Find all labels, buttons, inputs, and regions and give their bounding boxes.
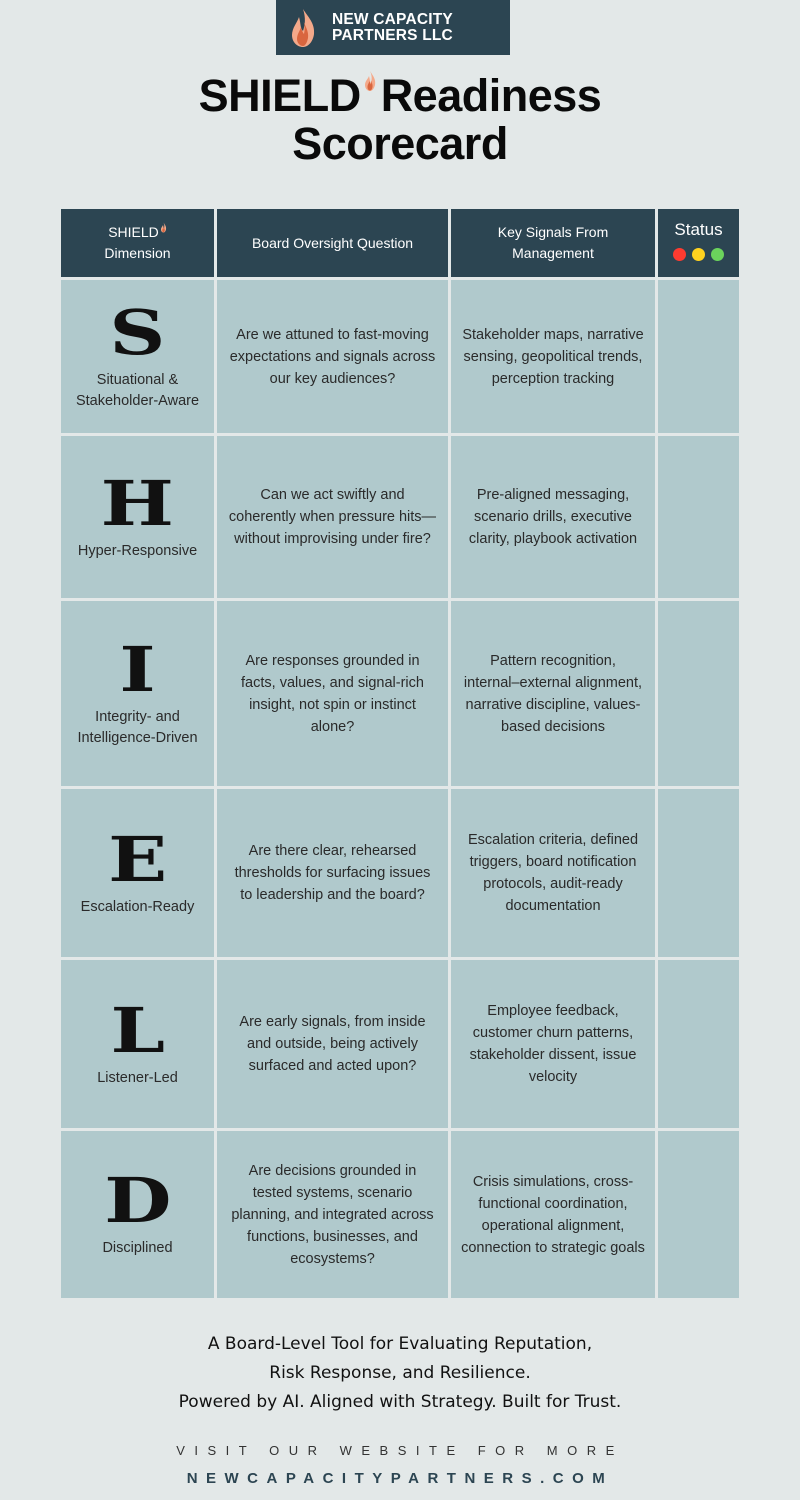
scorecard-table (61, 209, 739, 1301)
dimension-name-line2: Intelligence-Driven (77, 729, 198, 746)
dimension-letter: S (109, 295, 166, 369)
website-link[interactable]: NEWCAPACITYPARTNERS.COM (186, 1470, 614, 1487)
status-cell[interactable] (658, 789, 739, 957)
flame-superscript-icon (160, 222, 167, 233)
question-cell (217, 601, 448, 786)
status-cell[interactable] (658, 960, 739, 1128)
dimension-name (77, 707, 197, 749)
question-cell (217, 960, 448, 1128)
question-text: Can we act swiftly and coherently when pressure hits—without improvising under fire? (228, 487, 437, 547)
question-text: Are there clear, rehearsed thresholds for surfacing issues to leadership and the board? (234, 843, 431, 903)
green-status-dot-icon (711, 248, 724, 261)
dimension-name (78, 541, 197, 562)
title-line1 (0, 72, 800, 120)
dimension-name-line2: Stakeholder-Aware (75, 392, 200, 409)
header-signals-line2: Management (512, 245, 594, 261)
table-row (61, 1131, 739, 1298)
dimension-cell (61, 1131, 214, 1298)
signals-cell (451, 1131, 655, 1298)
title-readiness: Readiness (380, 70, 602, 121)
question-text: Are we attuned to fast-moving expectations and signals across our key audiences? (229, 326, 436, 387)
dimension-cell (61, 960, 214, 1128)
table-row (61, 280, 739, 433)
dimension-name-line1: Situational & (96, 371, 179, 388)
table-row (61, 960, 739, 1128)
dimension-name-line1: Escalation-Ready (80, 898, 195, 915)
question-cell (217, 1131, 448, 1298)
dimension-name (97, 1068, 178, 1089)
signals-text: Crisis simulations, cross-functional coordination, operational alignment, connection to strategic goals (461, 1173, 645, 1256)
signals-cell (451, 280, 655, 433)
tagline-line1: A Board-Level Tool for Evaluating Reputation, (207, 1334, 593, 1354)
header-question: Board Oversight Question (217, 209, 448, 277)
dimension-name-line1: Integrity- and (95, 708, 180, 725)
flame-superscript-icon (363, 70, 377, 92)
company-name-line2: PARTNERS LLC (332, 26, 453, 44)
dimension-name-line1: Hyper-Responsive (77, 542, 198, 559)
dimension-cell (61, 280, 214, 433)
question-cell (217, 280, 448, 433)
signals-text: Pre-aligned messaging, scenario drills, executive clarity, playbook activation (468, 487, 638, 547)
dimension-cell (61, 436, 214, 598)
dimension-letter: L (110, 993, 165, 1067)
dimension-letter: H (100, 466, 175, 540)
signals-text: Stakeholder maps, narrative sensing, geopolitical trends, perception tracking (462, 326, 644, 387)
dimension-cell (61, 789, 214, 957)
header-dimension-label: Dimension (104, 245, 171, 261)
question-text: Are decisions grounded in tested systems, scenario planning, and integrated across functions, businesses, and ecosystems? (231, 1162, 434, 1267)
company-name-line1: NEW CAPACITY (332, 10, 453, 28)
header-dimension-shield: SHIELD (108, 224, 159, 240)
status-cell[interactable] (658, 436, 739, 598)
signals-cell (451, 436, 655, 598)
signals-cell (451, 789, 655, 957)
dimension-cell (61, 601, 214, 786)
page-title (0, 72, 800, 168)
status-cell[interactable] (658, 280, 739, 433)
table-row (61, 436, 739, 598)
red-status-dot-icon (673, 248, 686, 261)
dimension-name-line1: Disciplined (102, 1240, 173, 1256)
yellow-status-dot-icon (692, 248, 705, 261)
header-status-label: Status (674, 220, 723, 239)
signals-text: Escalation criteria, defined triggers, board notification protocols, audit-ready documentation (467, 832, 639, 914)
title-line2: Scorecard (292, 118, 508, 169)
question-cell (217, 789, 448, 957)
signals-text: Employee feedback, customer churn patterns, stakeholder dissent, issue velocity (469, 1003, 637, 1085)
visit-website-text: VISIT OUR WEBSITE FOR MORE (176, 1443, 624, 1458)
company-logo (276, 0, 510, 55)
status-cell[interactable] (658, 1131, 739, 1298)
status-legend (673, 248, 724, 261)
tagline (0, 1330, 800, 1417)
dimension-letter: I (119, 632, 156, 706)
dimension-name (102, 1238, 172, 1259)
question-cell (217, 436, 448, 598)
tagline-line3: Powered by AI. Aligned with Strategy. Built for Trust. (178, 1392, 622, 1412)
header-dimension (61, 209, 214, 277)
dimension-letter: E (107, 822, 168, 896)
dimension-letter: D (103, 1164, 172, 1237)
dimension-name (76, 370, 199, 412)
table-row (61, 601, 739, 786)
header-signals-line1: Key Signals From (497, 224, 609, 240)
dimension-name (81, 897, 195, 918)
table-row (61, 789, 739, 957)
tagline-line2: Risk Response, and Resilience. (269, 1363, 531, 1383)
signals-cell (451, 960, 655, 1128)
header-signals (451, 209, 655, 277)
question-text: Are early signals, from inside and outside, being actively surfaced and acted upon? (239, 1014, 426, 1074)
dimension-name-line1: Listener-Led (97, 1069, 178, 1086)
question-text: Are responses grounded in facts, values, and signal-rich insight, not spin or instinct alone? (241, 652, 424, 735)
signals-text: Pattern recognition, internal–external alignment, narrative discipline, values-based decisions (463, 652, 643, 735)
signals-cell (451, 601, 655, 786)
status-cell[interactable] (658, 601, 739, 786)
header-status (658, 209, 739, 277)
table-header-row (61, 209, 739, 277)
flame-logo-icon (290, 8, 316, 48)
company-name (332, 12, 453, 44)
title-shield: SHIELD (198, 70, 361, 121)
